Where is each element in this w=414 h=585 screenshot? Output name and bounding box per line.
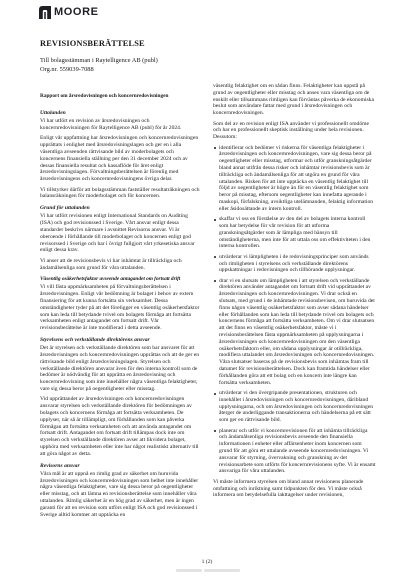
bullet-text: utvärderar vi lämpligheten i de redovisningsprinciper som används och rimligheten i styrelsens och verkställande direktörens uppskattningar i redovisningen och tillhörande upplysningar. bbox=[219, 253, 369, 274]
paragraph: Våra mål är att uppnå en rimlig grad av säkerhet om huruvida årsredovisningen och koncernredovisningen som helhet inte innehåller några väsentliga felaktigheter, vare sig dessa beror på oegentligheter eller misstag, och att lämna en revisionsberättelse som innehåller våra uttalanden. Rimlig säkerhet är en hög grad av säkerhet, men är ingen garanti för att en revision som utförs enligt ISA och god revisionssed i Sverige alltid kommer att upptäcka en bbox=[40, 470, 199, 518]
section-heading-revisorns-ansvar: Revisorns ansvar bbox=[40, 462, 80, 469]
paragraph: Vi vill fästa uppmärksamheten på förvaltningsberättelsen i årsredovisningen. Enligt vår bedömning är bolaget i behov av extern finansiering för att kunna fortsätta sin verksamhet. Dessa omständigheter tyder på att det föreligger en väsentlig osäkerhetsfaktor som kan leda till betydande tvivel om bolagets förmåga att fortsätta verksamheten enligt antagandet om fortsatt drift. Vår revisionsberättelse är inte modifierad i detta avseende. bbox=[40, 284, 200, 332]
right-column bbox=[213, 83, 376, 503]
section-heading-styrelsens-ansvar: Styrelsens och verkställande direktörens ansvar bbox=[40, 337, 150, 344]
bullet-item bbox=[213, 390, 376, 424]
document-id-watermark bbox=[176, 569, 240, 572]
paragraph: Vi anser att de revisionsbevis vi har inhämtat är tillräckliga och ändamålsenliga som grund för våra uttalanden. bbox=[40, 257, 182, 271]
bullet-item bbox=[213, 216, 376, 250]
moore-logo bbox=[39, 6, 99, 19]
page-title: REVISIONSBERÄTTELSE bbox=[40, 39, 145, 48]
bullet-icon bbox=[214, 393, 216, 395]
paragraph: Vi har utfört en revision av årsredovisningen och koncernredovisningen för Raytelligence AB (publ) för år 2024. bbox=[40, 118, 182, 131]
report-heading: Rapport om årsredovisningen och koncernredovisningen bbox=[40, 93, 169, 99]
bullet-item bbox=[213, 145, 376, 213]
paragraph: Vi har utfört revisionen enligt International Standards on Auditing (ISA) och god revisionssed i Sverige. Vårt ansvar enligt dessa standarder beskrivs närmare i avsnittet Revisorns ansvar. Vi är oberoende i förhållande till moderbolaget och koncernen enligt god revisorssed i Sverige och har i övrigt fullgjort vårt yrkesetiska ansvar enligt dessa krav. bbox=[40, 213, 195, 254]
paragraph: Enligt vår uppfattning har årsredovisningen och koncernredovisningen upprättats i enlighet med årsredovisningslagen och ger en i alla väsentliga avseenden rättvisande bild av moderbolagets och koncernens finansiella ställning per den 31 december 2024 och av dessas finansiella resultat och kassaflöde för året enligt årsredovisningslagen. Förvaltningsberättelsen är förenlig med årsredovisningens och koncernredovisningens övriga delar. bbox=[40, 135, 199, 183]
bullet-icon bbox=[214, 147, 216, 149]
section-heading-uttalanden: Uttalanden bbox=[40, 110, 66, 116]
bullet-text: identifierar och bedömer vi riskerna för väsentliga felaktigheter i årsredovisningen och koncernredovisningen, vare sig dessa beror på oegentligheter eller misstag, utformar och utför granskningsåtgärder bland annat utifrån dessa risker och inhämtar revisionsbevis som är tillräckliga och ändamålsenliga för att utgöra en grund för våra uttalanden. Risken för att inte upptäcka en väsentlig felaktighet till följd av oegentligheter är högre än för en väsentlig felaktighet som beror på misstag, eftersom oegentligheter kan innefatta agerande i maskopi, förfalskning, avsiktliga utelämnanden, felaktig information eller åsidosättande av intern kontroll. bbox=[219, 144, 374, 212]
bullet-text: drar vi en slutsats om lämpligheten i att styrelsen och verkställande direktören använder antagandet om fortsatt drift vid upprättandet av årsredovisningen och koncernredovisningen. Vi drar också en slutsats, med grund i de inhämtade revisionsbevisen, om huruvida det finns någon väsentlig osäkerhetsfaktor som avser sådana händelser eller förhållanden som kan leda till betydande tvivel om bolagets och koncernens förmåga att fortsätta verksamheten. Om vi drar slutsatsen att det finns en väsentlig osäkerhetsfaktor, måste vi i revisionsberättelsen fästa uppmärksamheten på upplysningarna i årsredovisningen och koncernredovisningen om den väsentliga osäkerhetsfaktorn eller, om sådana upplysningar är otillräckliga, modifiera uttalandet om årsredovisningen och koncernredovisningen. Våra slutsatser baseras på de revisionsbevis som inhämtas fram till datumet för revisionsberättelsen. Dock kan framtida händelser eller förhållanden göra att ett bolag och en koncern inte längre kan fortsätta verksamheten. bbox=[219, 277, 375, 386]
paragraph: Det är styrelsen och verkställande direktören som har ansvaret för att årsredovisningen och koncernredovisningen upprättas och att de ger en rättvisande bild enligt årsredovisningslagen. Styrelsen och verkställande direktören ansvarar även för den interna kontroll som de bedömer är nödvändig för att upprätta en årsredovisning och koncernredovisning som inte innehåller några väsentliga felaktigheter, vare sig dessa beror på oegentligheter eller misstag. bbox=[40, 345, 200, 393]
bullet-item bbox=[213, 428, 376, 476]
recipient-line: Till bolagsstämman i Raytelligence AB (publ) bbox=[40, 57, 158, 64]
paragraph: Vi måste informera styrelsen om bland annat revisionens planerade omfattning och inriktning samt tidpunkten för den. Vi måste också informera om betydelsefulla iakttagelser under revisionen, bbox=[213, 478, 364, 499]
bullet-text: planerar och utför vi koncernrevisionen för att inhämta tillräckliga och ändamålsenliga revisionsbevis avseende den finansiella informationen i enheter eller affärsenheter inom koncernen som grund för att göra ett uttalande avseende koncernredovisningen. Vi ansvarar för styrning, övervakning och granskning av det revisionsarbete som utförts för koncernrevisionens syfte. Vi är ensamt ansvariga för våra uttalanden. bbox=[219, 427, 376, 475]
paragraph: Som del av en revision enligt ISA använder vi professionellt omdöme och har en professionellt skeptisk inställning under hela revisionen. Dessutom: bbox=[213, 120, 369, 141]
page-number: 1 (2) bbox=[201, 559, 213, 565]
section-heading-fortsatt-drift: Väsentlig osäkerhetsfaktor avseende antagandet om fortsatt drift bbox=[40, 276, 181, 283]
bullet-item bbox=[213, 278, 376, 387]
logo-wordmark: MOORE bbox=[54, 6, 99, 18]
bullet-item bbox=[213, 254, 376, 274]
bullet-icon bbox=[214, 280, 216, 282]
organization-number: Org.nr. 559039-7088 bbox=[40, 66, 94, 73]
bullet-icon bbox=[214, 219, 216, 221]
bullet-text: utvärderar vi den övergripande presentationen, strukturen och innehållet i årsredovisningen och koncernredovisningen, däribland upplysningarna, och om årsredovisningen och koncernredovisningen återger de underliggande transaktionerna och händelserna på ett sätt som ger en rättvisande bild. bbox=[219, 390, 374, 424]
bullet-text: skaffar vi oss en förståelse av den del av bolagets interna kontroll som har betydelse för vår revision för att utforma granskningsåtgärder som är lämpliga med hänsyn till omständigheterna, men inte för att uttala oss om effektiviteten i den interna kontrollen. bbox=[219, 216, 371, 250]
paragraph: väsentlig felaktighet om en sådan finns. Felaktigheter kan uppstå på grund av oegentligheter eller misstag och anses vara väsentliga om de enskilt eller tillsammans rimligen kan förväntas påverka de ekonomiska beslut som användare fattar med grund i årsredovisningen och koncernredovisningen. bbox=[213, 83, 374, 117]
section-heading-grund: Grund för uttalanden bbox=[40, 205, 90, 212]
moore-logo-icon bbox=[39, 6, 51, 19]
bullet-icon bbox=[214, 256, 216, 258]
paragraph: Vid upprättandet av årsredovisningen och koncernredovisningen ansvarar styrelsen och verkställande direktören för bedömningen av bolagets och koncernens förmåga att fortsätta verksamheten. De upplyser, när så är tillämpligt, om förhållanden som kan påverka förmågan att fortsätta verksamheten och att använda antagandet om fortsatt drift. Antagandet om fortsatt drift tillämpas dock inte om styrelsen och verkställande direktören avser att likvidera bolaget, upphöra med verksamheten eller inte har något realistiskt alternativ till att göra något av detta. bbox=[40, 396, 199, 457]
left-column bbox=[40, 110, 200, 522]
bullet-icon bbox=[214, 430, 216, 432]
paragraph: Vi tillstyrker därför att bolagsstämman fastställer resultaträkningen och balansräkningen för moderbolaget och för koncernen. bbox=[40, 186, 200, 200]
